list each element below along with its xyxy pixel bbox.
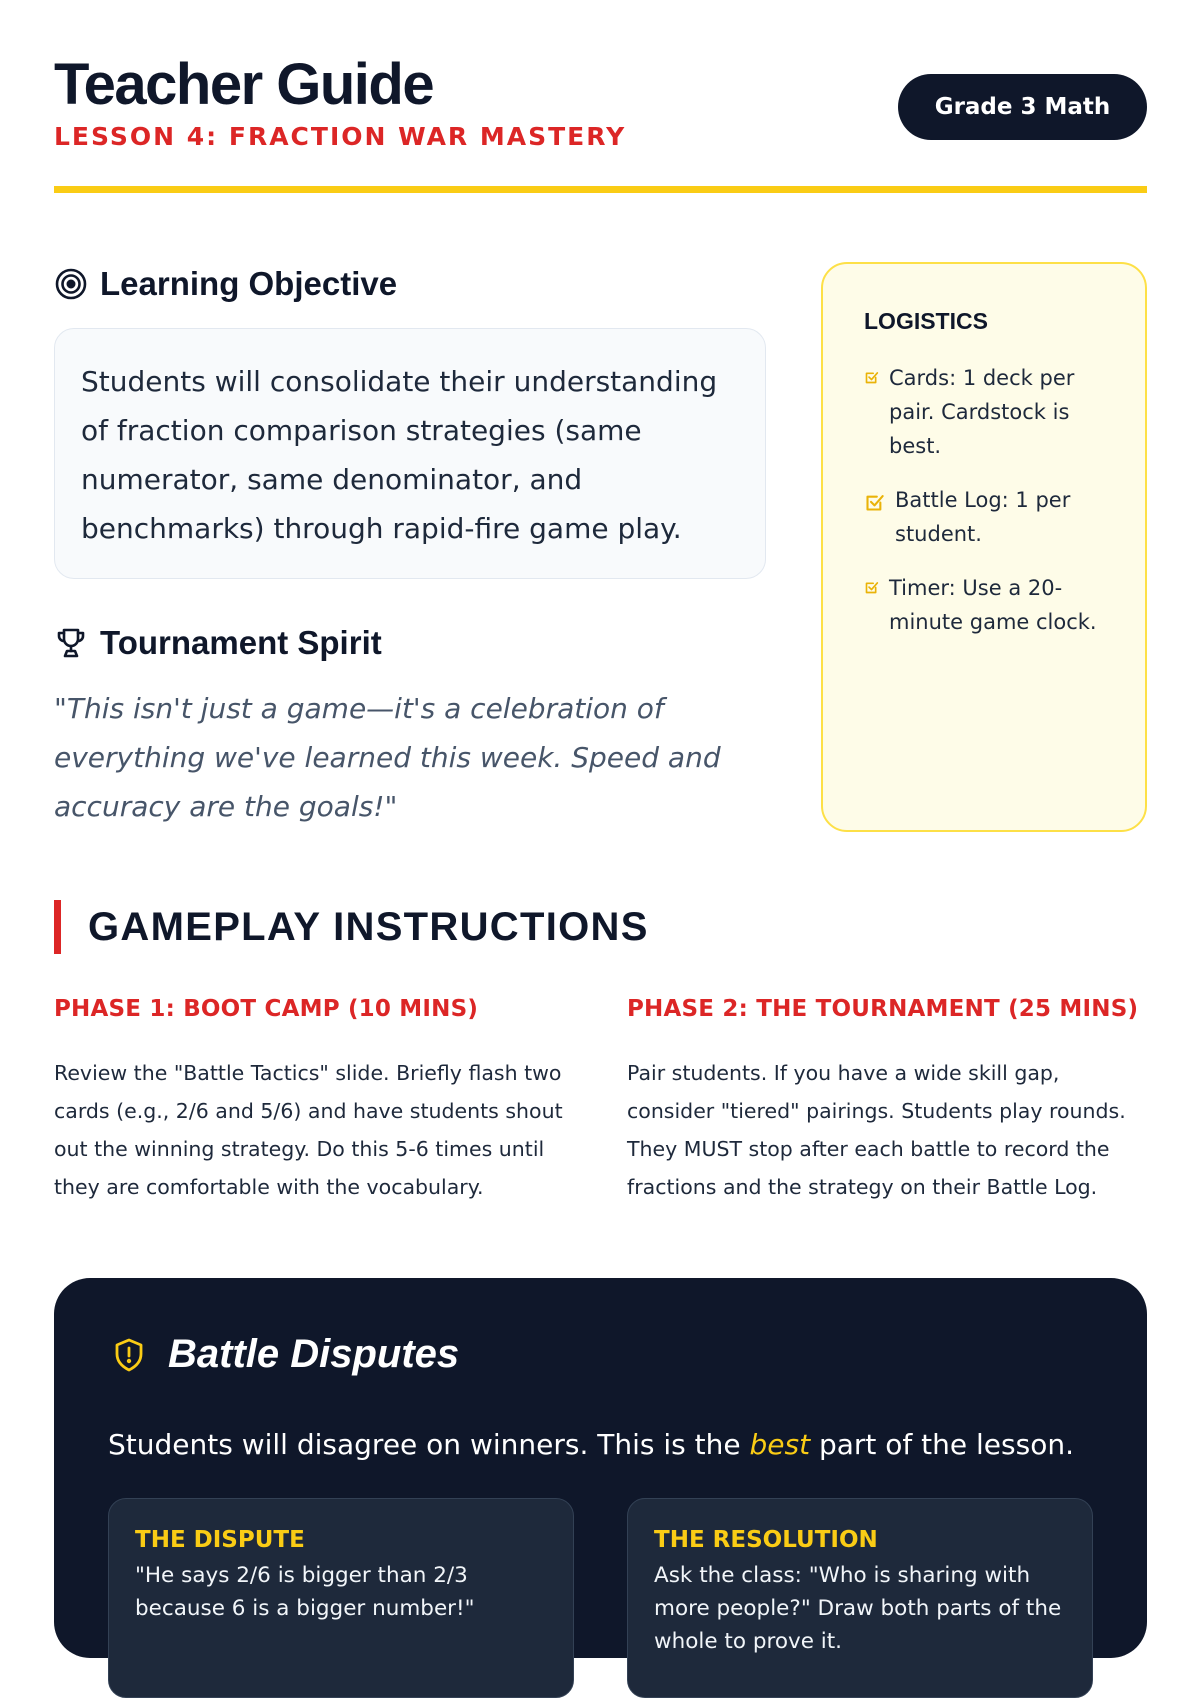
phase-1 xyxy=(54,996,574,1206)
objective-heading xyxy=(54,265,397,303)
phase-body: Pair students. If you have a wide skill gap, consider "tiered" pairings. Students play rounds. They MUST stop after each battle to record the fractions and the strategy on their Battle Log. xyxy=(627,1061,1126,1199)
disputes-intro-highlight: best xyxy=(749,1428,811,1461)
resolution-card-body: Ask the class: "Who is sharing with more people?" Draw both parts of the whole to prove it. xyxy=(654,1563,1062,1654)
header-divider xyxy=(54,186,1147,193)
trophy-icon xyxy=(54,626,88,660)
objective-text: Students will consolidate their understanding of fraction comparison strategies (same numerator, same denominator, and benchmarks) through rapid-fire game play. xyxy=(81,365,718,545)
phase-2 xyxy=(627,996,1147,1206)
resolution-card xyxy=(627,1498,1093,1698)
disputes-intro-end: part of the lesson. xyxy=(810,1428,1074,1461)
disputes-intro-start: Students will disagree on winners. This is the xyxy=(108,1428,750,1461)
disputes-panel xyxy=(54,1278,1147,1658)
phase-title: PHASE 1: BOOT CAMP (10 MINS) xyxy=(54,996,479,1022)
check-square-icon xyxy=(864,580,879,595)
logistics-item-text: Battle Log: 1 per student. xyxy=(895,488,1071,546)
dispute-card-title: THE DISPUTE xyxy=(135,1527,305,1553)
lesson-subtitle: LESSON 4: FRACTION WAR MASTERY xyxy=(54,122,627,151)
dispute-card-body: "He says 2/6 is bigger than 2/3 because 6 is a bigger number!" xyxy=(135,1563,475,1621)
check-square-icon xyxy=(864,492,885,513)
spirit-quote: "This isn't just a game—it's a celebration of everything we've learned this week. Speed and accuracy are the goals!" xyxy=(54,692,721,823)
objective-box xyxy=(54,328,766,579)
heading-accent-bar xyxy=(54,900,61,954)
objective-heading-label: Learning Objective xyxy=(100,265,398,302)
resolution-card-title: THE RESOLUTION xyxy=(654,1527,878,1553)
logistics-card xyxy=(821,262,1147,832)
gameplay-heading xyxy=(54,900,649,954)
page-header xyxy=(54,52,1147,194)
logistics-item xyxy=(864,361,1105,463)
disputes-heading xyxy=(110,1332,459,1377)
disputes-intro xyxy=(108,1428,1074,1461)
dispute-card xyxy=(108,1498,574,1698)
logistics-item-text: Timer: Use a 20-minute game clock. xyxy=(889,576,1097,634)
disputes-title: Battle Disputes xyxy=(168,1332,460,1376)
logistics-title: LOGISTICS xyxy=(864,308,988,334)
gameplay-title: GAMEPLAY INSTRUCTIONS xyxy=(88,904,649,949)
logistics-item xyxy=(864,483,1105,551)
phase-body: Review the "Battle Tactics" slide. Briefly flash two cards (e.g., 2/6 and 5/6) and have students shout out the winning strategy. Do this 5-6 times until they are comfortable with the vocabulary. xyxy=(54,1061,563,1199)
spirit-heading-label: Tournament Spirit xyxy=(100,624,382,661)
page-title: Teacher Guide xyxy=(54,52,434,117)
target-icon xyxy=(54,267,88,301)
shield-alert-icon xyxy=(110,1336,148,1374)
logistics-item xyxy=(864,571,1105,639)
logistics-item-text: Cards: 1 deck per pair. Cardstock is best. xyxy=(889,366,1075,458)
grade-badge: Grade 3 Math xyxy=(898,74,1147,140)
check-square-icon xyxy=(864,370,879,385)
spirit-heading xyxy=(54,624,382,662)
phase-title: PHASE 2: THE TOURNAMENT (25 MINS) xyxy=(627,996,1139,1022)
